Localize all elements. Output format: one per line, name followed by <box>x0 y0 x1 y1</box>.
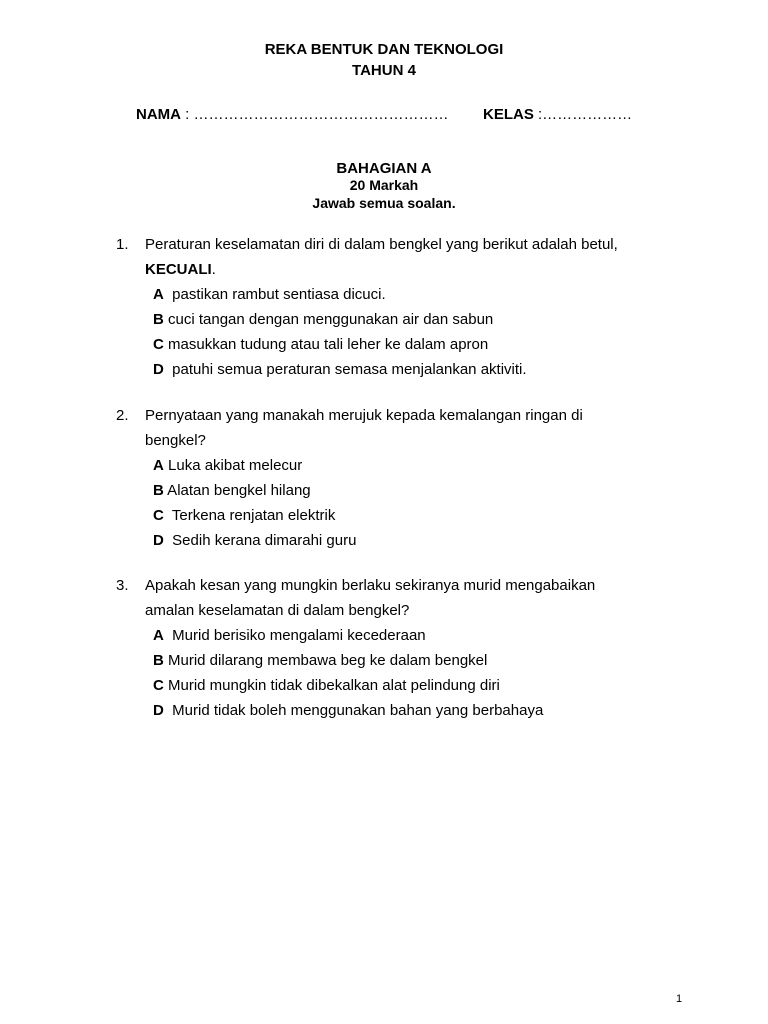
option-text: Terkena renjatan elektrik <box>163 507 336 524</box>
year-title: TAHUN 4 <box>352 62 416 79</box>
option-a <box>153 453 656 478</box>
option-a <box>153 282 656 307</box>
name-blank: : …………………………………………… <box>181 106 449 123</box>
option-b <box>153 307 656 332</box>
question-3 <box>116 573 656 723</box>
option-text: Murid dilarang membawa beg ke dalam bengkel <box>163 652 488 669</box>
option-letter: C <box>153 336 164 353</box>
option-letter: D <box>153 361 164 378</box>
name-label: NAMA <box>136 106 181 123</box>
option-text: Murid berisiko mengalami kecederaan <box>163 627 426 644</box>
section-marks: 20 Markah <box>349 177 419 193</box>
question-stem <box>145 232 656 282</box>
question-number: 2. <box>116 407 129 424</box>
option-letter: D <box>153 532 164 549</box>
option-text: Sedih kerana dimarahi guru <box>163 532 357 549</box>
option-text: Luka akibat melecur <box>163 457 303 474</box>
option-d <box>153 698 656 723</box>
option-letter: A <box>153 627 164 644</box>
option-b <box>153 478 656 503</box>
question-stem-text: Peraturan keselamatan diri di dalam bengkel yang berikut adalah betul, <box>145 236 618 253</box>
option-text: masukkan tudung atau tali leher ke dalam apron <box>163 336 489 353</box>
page-number: 1 <box>676 993 683 1005</box>
option-text: pastikan rambut sentiasa dicuci. <box>163 286 386 303</box>
option-letter: C <box>153 507 164 524</box>
question-keyword: KECUALI <box>145 261 212 278</box>
class-blank: :……………… <box>533 106 633 123</box>
option-d <box>153 528 656 553</box>
option-text: patuhi semua peraturan semasa menjalankan aktiviti. <box>163 361 527 378</box>
question-number: 1. <box>116 236 129 253</box>
question-1 <box>116 232 656 382</box>
option-text: Alatan bengkel hilang <box>163 482 311 499</box>
option-b <box>153 648 656 673</box>
option-letter: A <box>153 286 164 303</box>
option-letter: A <box>153 457 164 474</box>
option-letter: D <box>153 702 164 719</box>
question-number: 3. <box>116 577 129 594</box>
question-stem: Apakah kesan yang mungkin berlaku sekiranya murid mengabaikan amalan keselamatan di dalam bengkel? <box>145 577 596 619</box>
class-field <box>483 106 632 123</box>
question-2 <box>116 403 656 553</box>
option-text: cuci tangan dengan menggunakan air dan sabun <box>163 311 494 328</box>
option-letter: B <box>153 652 164 669</box>
section-title: BAHAGIAN A <box>336 160 432 177</box>
option-letter: C <box>153 677 164 694</box>
question-stem-end: . <box>211 261 216 278</box>
option-c <box>153 673 656 698</box>
option-letter: B <box>153 482 164 499</box>
option-c <box>153 332 656 357</box>
option-text: Murid mungkin tidak dibekalkan alat pelindung diri <box>163 677 500 694</box>
option-a <box>153 623 656 648</box>
option-letter: B <box>153 311 164 328</box>
subject-title: REKA BENTUK DAN TEKNOLOGI <box>264 41 504 58</box>
class-label: KELAS <box>483 106 534 123</box>
option-d <box>153 357 656 382</box>
section-instruction: Jawab semua soalan. <box>312 195 456 211</box>
option-c <box>153 503 656 528</box>
question-stem: Pernyataan yang manakah merujuk kepada kemalangan ringan di bengkel? <box>145 407 583 449</box>
name-field <box>136 106 449 123</box>
option-text: Murid tidak boleh menggunakan bahan yang berbahaya <box>163 702 544 719</box>
